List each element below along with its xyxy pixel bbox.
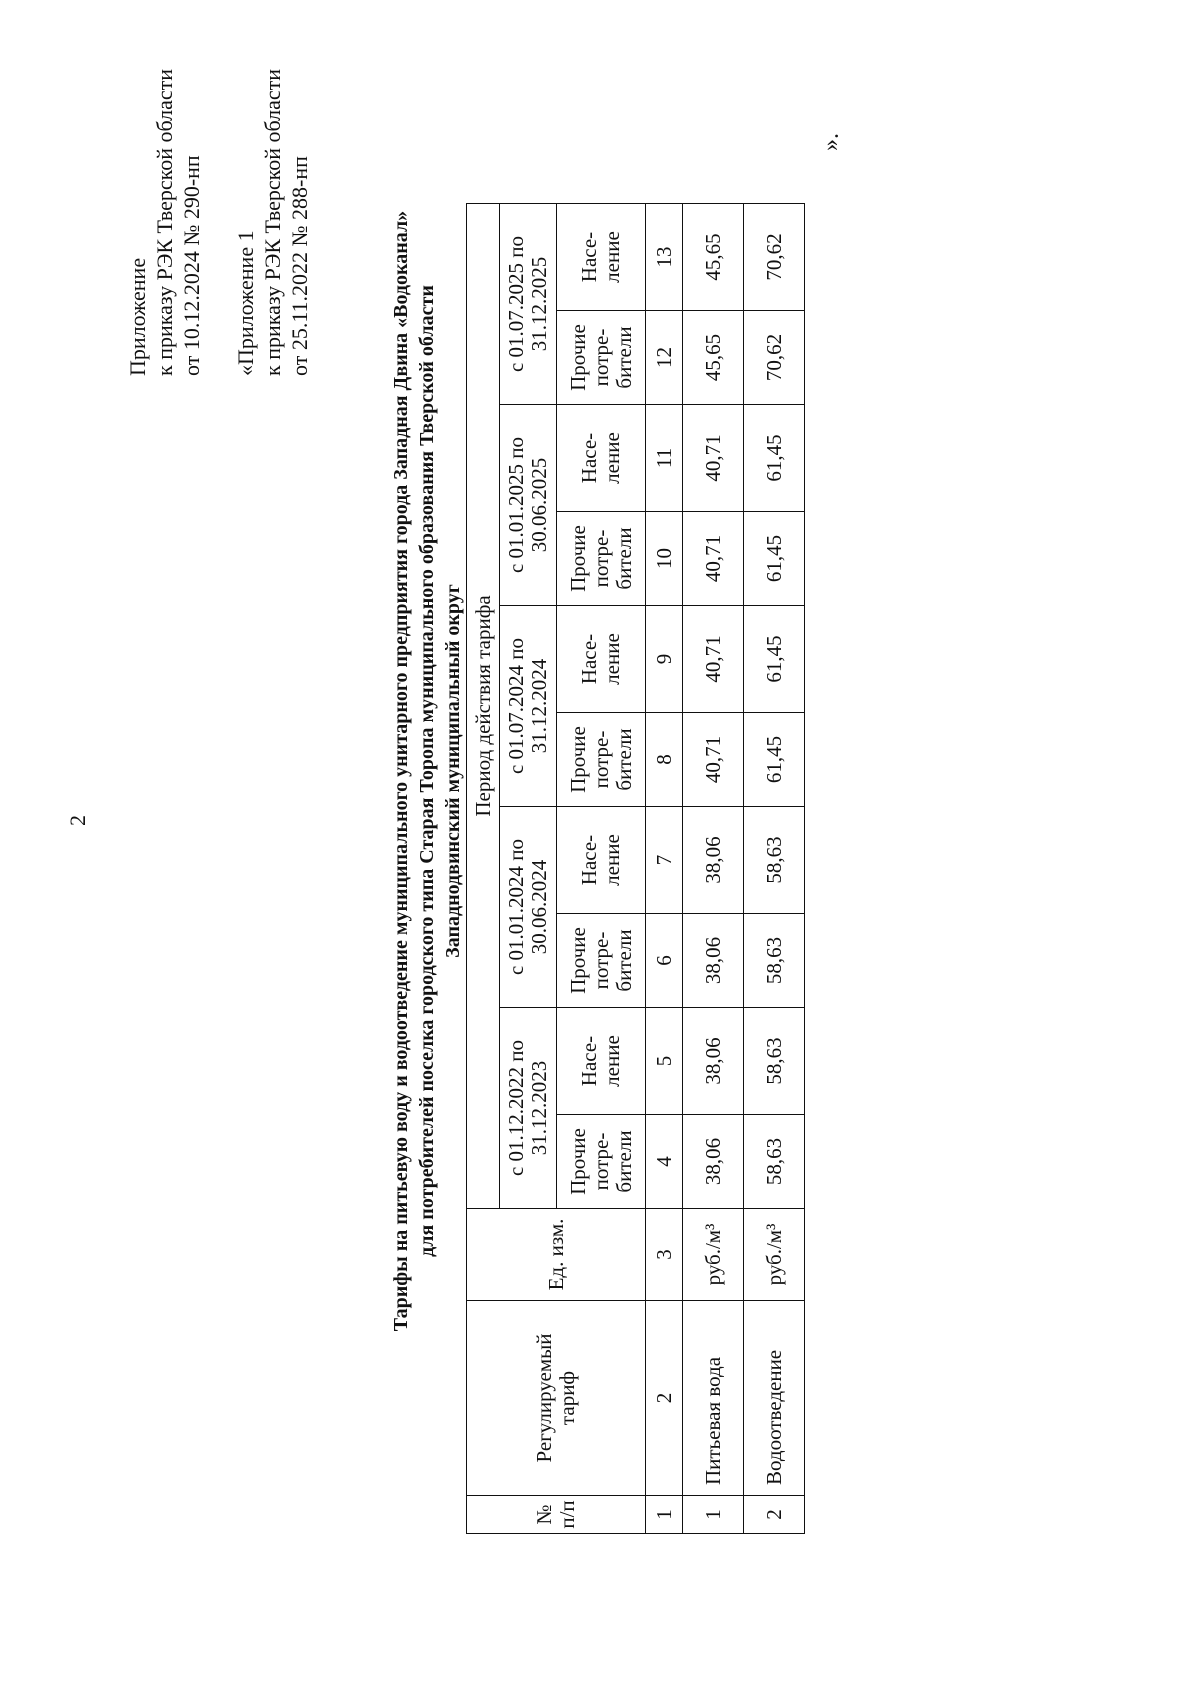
appendix-prior xyxy=(232,69,313,376)
tariff-value: 61,45 xyxy=(744,512,805,606)
row-tariff-name: Водоотведение xyxy=(744,1301,805,1496)
appendix-prior-line: от 25.11.2022 № 288-нп xyxy=(287,156,312,376)
column-number: 13 xyxy=(646,204,683,311)
column-number: 10 xyxy=(646,512,683,606)
appendix-current-line: Приложение xyxy=(125,257,150,376)
tariff-value: 40,71 xyxy=(683,512,744,606)
header-period-range: с 01.01.2024 по 30.06.2024 xyxy=(500,807,557,1008)
tariff-value: 58,63 xyxy=(744,1008,805,1115)
row-number: 1 xyxy=(683,1496,744,1534)
appendix-current-line: от 10.12.2024 № 290-нп xyxy=(179,155,204,376)
tariff-value: 61,45 xyxy=(744,713,805,807)
table-row xyxy=(744,204,805,1534)
column-number: 7 xyxy=(646,807,683,914)
tariff-value: 61,45 xyxy=(744,405,805,512)
column-number: 4 xyxy=(646,1115,683,1209)
header-population: Насе-ление xyxy=(557,606,646,713)
header-period: Период действия тарифа xyxy=(467,204,500,1209)
tariff-value: 70,62 xyxy=(744,204,805,311)
column-number: 9 xyxy=(646,606,683,713)
page-number: 2 xyxy=(65,815,90,826)
appendix-current xyxy=(124,69,205,376)
tariff-value: 40,71 xyxy=(683,606,744,713)
tariff-table xyxy=(466,203,805,1534)
tariff-value: 40,71 xyxy=(683,713,744,807)
row-unit: руб./м³ xyxy=(744,1209,805,1301)
header-period-range: с 01.07.2024 по 31.12.2024 xyxy=(500,606,557,807)
appendix-prior-line: «Приложение 1 xyxy=(233,230,258,376)
appendix-current-line: к приказу РЭК Тверской области xyxy=(152,68,177,376)
tariff-value: 38,06 xyxy=(683,1115,744,1209)
tariff-value: 58,63 xyxy=(744,807,805,914)
header-period-range: с 01.07.2025 по 31.12.2025 xyxy=(500,204,557,405)
tariff-value: 45,65 xyxy=(683,311,744,405)
tariff-value: 58,63 xyxy=(744,914,805,1008)
title-line: для потребителей поселка городского типа Старая Торопа муниципального образования Тверской области xyxy=(416,285,438,1257)
header-other-consumers: Прочие потре-бители xyxy=(557,512,646,606)
row-number: 2 xyxy=(744,1496,805,1534)
column-number: 6 xyxy=(646,914,683,1008)
header-unit: Ед. изм. xyxy=(467,1209,646,1301)
appendix-prior-line: к приказу РЭК Тверской области xyxy=(260,68,285,376)
table-row xyxy=(683,204,744,1534)
column-number: 5 xyxy=(646,1008,683,1115)
column-number-row xyxy=(646,204,683,1534)
header-other-consumers: Прочие потре-бители xyxy=(557,713,646,807)
tariff-value: 70,62 xyxy=(744,311,805,405)
header-num: № п/п xyxy=(467,1496,646,1534)
document-title xyxy=(388,1,466,1541)
tariff-value: 38,06 xyxy=(683,807,744,914)
header-population: Насе-ление xyxy=(557,204,646,311)
header-population: Насе-ление xyxy=(557,807,646,914)
header-population: Насе-ление xyxy=(557,1008,646,1115)
tariff-value: 38,06 xyxy=(683,914,744,1008)
table-header-row xyxy=(467,204,500,1534)
column-number: 12 xyxy=(646,311,683,405)
tariff-value: 45,65 xyxy=(683,204,744,311)
column-number: 3 xyxy=(646,1209,683,1301)
row-tariff-name: Питьевая вода xyxy=(683,1301,744,1496)
header-other-consumers: Прочие потре-бители xyxy=(557,914,646,1008)
closing-quote-mark: ». xyxy=(818,133,844,151)
column-number: 1 xyxy=(646,1496,683,1534)
tariff-value: 40,71 xyxy=(683,405,744,512)
column-number: 8 xyxy=(646,713,683,807)
tariff-value: 38,06 xyxy=(683,1008,744,1115)
header-tariff: Регулируемый тариф xyxy=(467,1301,646,1496)
title-line: Западнодвинский муниципальный округ xyxy=(442,584,464,958)
tariff-value: 58,63 xyxy=(744,1115,805,1209)
tariff-value: 61,45 xyxy=(744,606,805,713)
title-line: Тарифы на питьевую воду и водоотведение муниципального унитарного предприятия города Западная Двина «Водоканал» xyxy=(390,210,412,1332)
header-other-consumers: Прочие потре-бители xyxy=(557,1115,646,1209)
header-population: Насе-ление xyxy=(557,405,646,512)
column-number: 11 xyxy=(646,405,683,512)
header-period-range: с 01.12.2022 по 31.12.2023 xyxy=(500,1008,557,1209)
column-number: 2 xyxy=(646,1301,683,1496)
header-period-range: с 01.01.2025 по 30.06.2025 xyxy=(500,405,557,606)
header-other-consumers: Прочие потре-бители xyxy=(557,311,646,405)
row-unit: руб./м³ xyxy=(683,1209,744,1301)
